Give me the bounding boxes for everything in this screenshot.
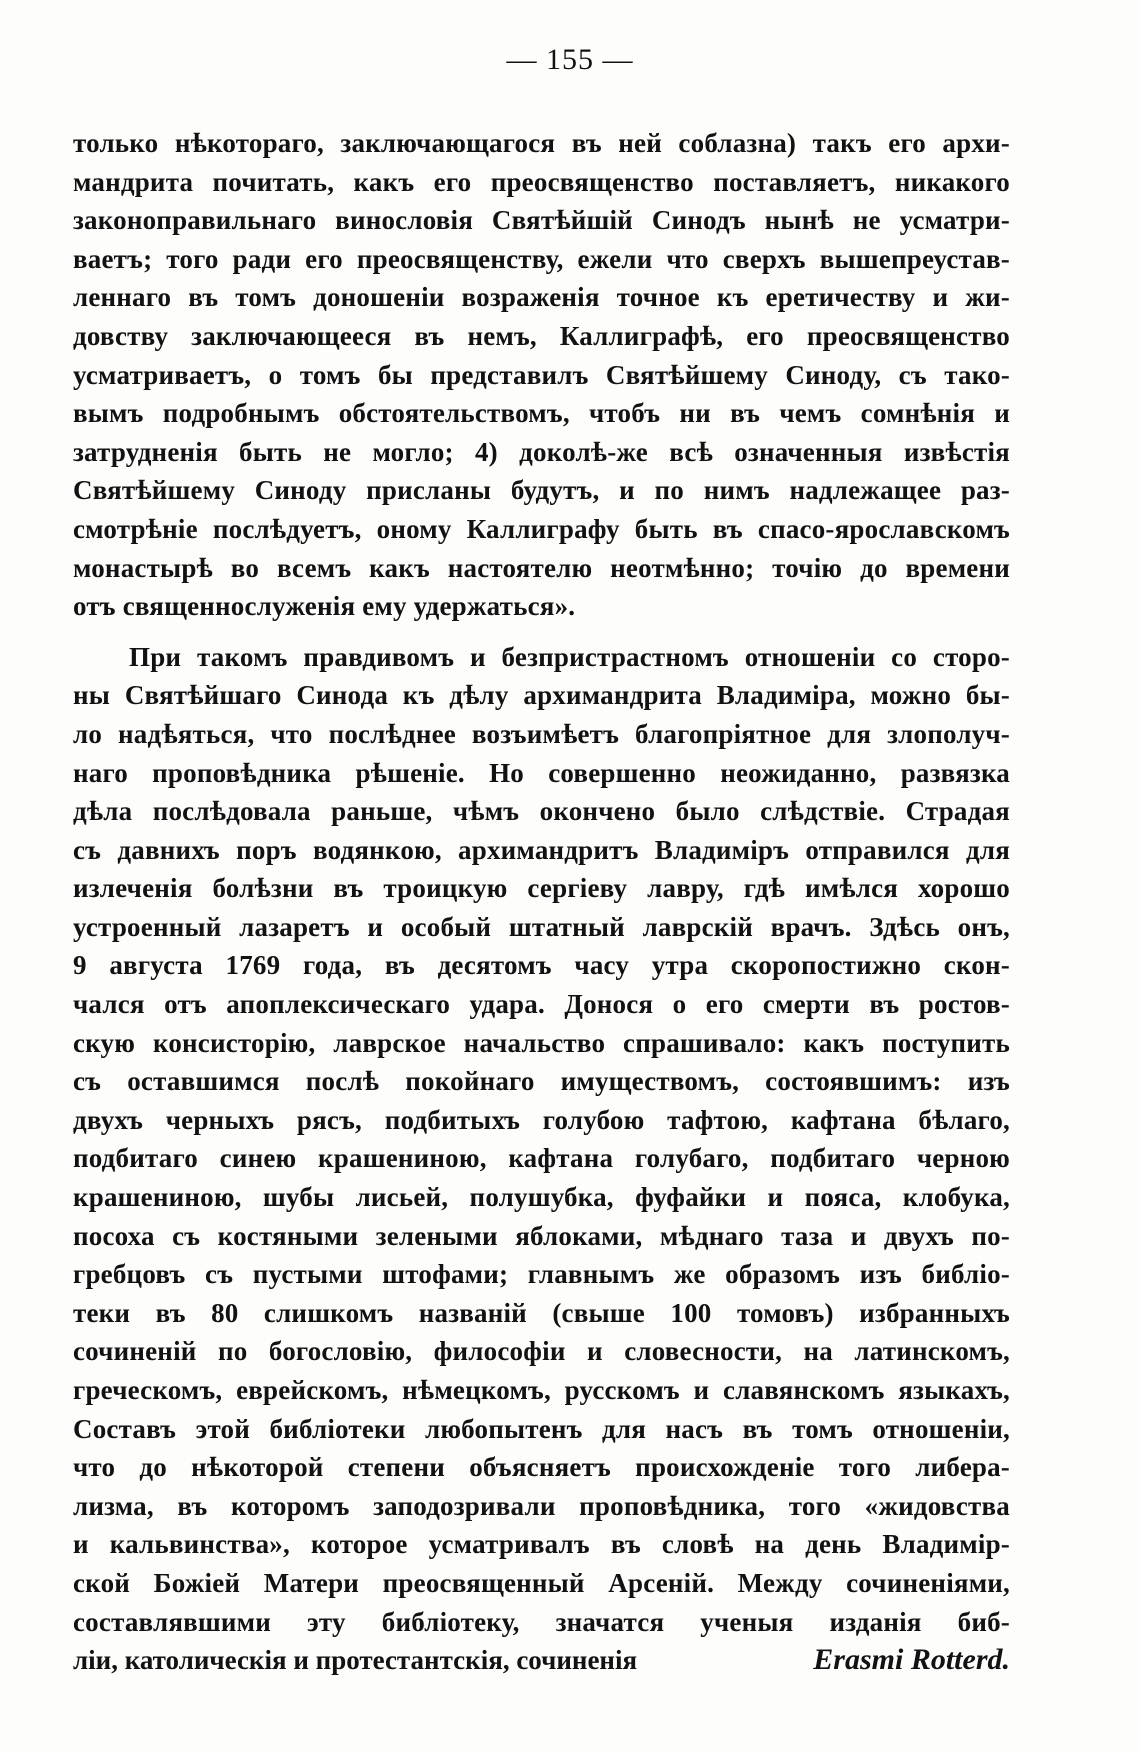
text-line: мандрита почитать, какъ его преосвященство поставляетъ, никакого xyxy=(73,166,1010,197)
text-line: смотрѣніе послѣдуетъ, оному Каллиграфу быть въ спасо-ярославскомъ xyxy=(73,513,1010,544)
text-body xyxy=(73,124,1010,1680)
text-line: и кальвинства», которое усматривалъ въ словѣ на день Владимір- xyxy=(73,1529,1010,1560)
text-line: довству заключающееся въ немъ, Каллиграфѣ, его преосвященство xyxy=(73,320,1010,351)
text-line: излеченія болѣзни въ троицкую сергіеву лавру, гдѣ имѣлся хорошо xyxy=(73,873,1010,904)
text-line: скую консисторію, лаврское начальство спрашивало: какъ поступить xyxy=(73,1027,1010,1058)
text-line: законоправильнаго винословія Святѣйшій Синодъ нынѣ не усматри- xyxy=(73,205,1010,236)
text-line: ло надѣяться, что послѣднее возъимѣетъ благопріятное для злополуч- xyxy=(73,718,1010,749)
text-line: Святѣйшему Синоду присланы будутъ, и по нимъ надлежащее раз- xyxy=(73,475,1010,506)
text-line: теки въ 80 слишкомъ названій (свыше 100 томовъ) избранныхъ xyxy=(73,1297,1010,1328)
text-line: гребцовъ съ пустыми штофами; главнымъ же образомъ изъ библіо- xyxy=(73,1259,1010,1290)
text-line: что до нѣкоторой степени объясняетъ происхожденіе того либера- xyxy=(73,1452,1010,1483)
text-line: подбитаго синею крашениною, кафтана голубаго, подбитаго черною xyxy=(73,1143,1010,1174)
text-line: греческомъ, еврейскомъ, нѣмецкомъ, русскомъ и славянскомъ языкахъ, xyxy=(73,1375,1010,1405)
text-line: ваетъ; того ради его преосвященству, ежели что сверхъ вышепреустав- xyxy=(73,243,1010,274)
text-line: затрудненія быть не могло; 4) доколѣ-же всѣ означенныя извѣстія xyxy=(73,436,1010,467)
text-line: монастырѣ во всемъ какъ настоятелю неотмѣнно; точію до времени xyxy=(73,552,1010,583)
paragraph-1 xyxy=(73,124,1010,626)
text-line: вымъ подробнымъ обстоятельствомъ, чтобъ ни въ чемъ сомнѣнія и xyxy=(73,398,1010,429)
text-line: устроенный лазаретъ и особый штатный лаврскій врачъ. Здѣсь онъ, xyxy=(73,911,1010,942)
text-line: ской Божіей Матери преосвященный Арсеній. Между сочиненіями, xyxy=(73,1567,1010,1598)
text-line: дѣла послѣдовала раньше, чѣмъ окончено было слѣдствіе. Страдая xyxy=(73,796,1010,827)
text-line: 9 августа 1769 года, въ десятомъ часу утра скоропостижно скон- xyxy=(73,950,1010,981)
text-line: съ оставшимся послѣ покойнаго имуществомъ, состоявшимъ: изъ xyxy=(73,1066,1010,1097)
text-line: только нѣкотораго, заключающагося въ ней соблазна) такъ его архи- xyxy=(73,128,1010,158)
text-line: усматриваетъ, о томъ бы представилъ Святѣйшему Синоду, съ тако- xyxy=(73,359,1010,390)
text-line: отъ священнослуженія ему удержаться». xyxy=(73,591,576,622)
text-line: двухъ черныхъ рясъ, подбитыхъ голубою тафтою, кафтана бѣлаго, xyxy=(73,1104,1010,1135)
paragraph-2 xyxy=(73,638,1010,1680)
text-line: При такомъ правдивомъ и безпристрастномъ отношеніи со сторо- xyxy=(129,641,1010,672)
final-line-latin-title: Erasmi Rotterd. xyxy=(813,1643,1010,1677)
page-number: — 155 — xyxy=(506,43,634,76)
text-line: посоха съ костяными зелеными яблоками, мѣднаго таза и двухъ по- xyxy=(73,1220,1010,1251)
text-line: наго проповѣдника рѣшеніе. Но совершенно неожиданно, развязка xyxy=(73,757,1010,788)
final-line-text: ліи, католическія и протестантскія, сочиненія xyxy=(73,1645,638,1676)
text-line: составлявшими эту библіотеку, значатся ученыя изданія биб- xyxy=(73,1606,1010,1637)
text-line: леннаго въ томъ доношеніи возраженія точное къ еретичеству и жи- xyxy=(73,282,1010,313)
text-line-final xyxy=(73,1641,1010,1680)
text-line: чался отъ апоплексическаго удара. Донося о его смерти въ ростов- xyxy=(73,989,1010,1020)
text-line: крашениною, шубы лисьей, полушубка, фуфайки и пояса, клобука, xyxy=(73,1182,1010,1213)
text-line: ны Святѣйшаго Синода къ дѣлу архимандрита Владиміра, можно бы- xyxy=(73,680,1010,711)
text-line: лизма, въ которомъ заподозривали проповѣдника, того «жидовства xyxy=(73,1490,1010,1521)
text-line: Составъ этой библіотеки любопытенъ для насъ въ томъ отношеніи, xyxy=(73,1413,1010,1444)
text-line: съ давнихъ поръ водянкою, архимандритъ Владиміръ отправился для xyxy=(73,834,1010,865)
text-line: сочиненій по богословію, философіи и словесности, на латинскомъ, xyxy=(73,1336,1010,1367)
